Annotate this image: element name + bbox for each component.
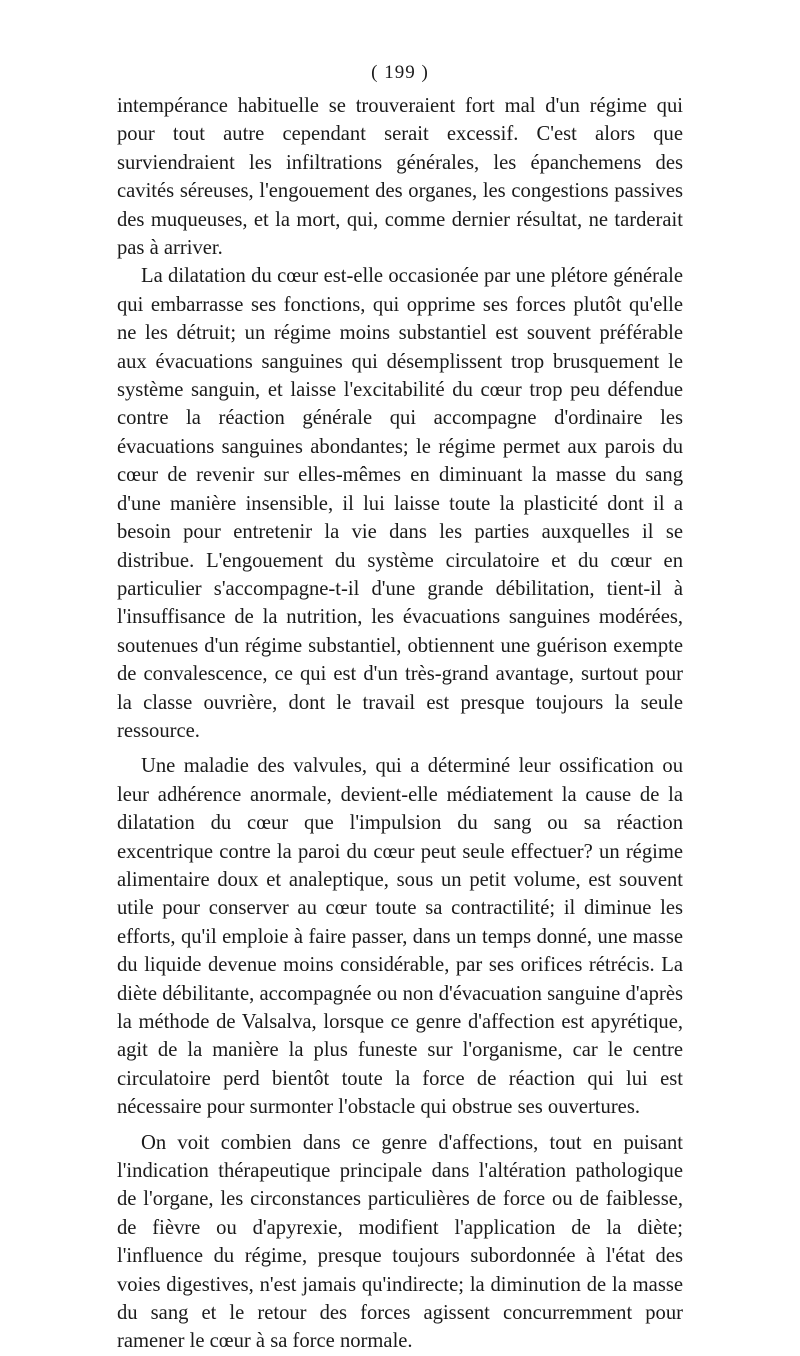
paragraph-3: Une maladie des valvules, qui a déterminé leur ossification ou leur adhérence anormale, devient-elle médiatement la cause de la dilatation du cœur que l'impulsion du sang ou sa réaction excentrique contre la paroi du cœur peut seule effectuer? un régime alimentaire doux et analeptique, sous un petit volume, est souvent utile pour conserver au cœur toute sa contractilité; il diminue les efforts, qu'il emploie à faire passer, dans un temps donné, une masse du liquide devenue moins considérable, par ses orifices rétrécis. La diète débilitante, accompagnée ou non d'évacuation sanguine d'après la méthode de Valsalva, lorsque ce genre d'affection est apyrétique, agit de la manière la plus funeste sur l'organisme, car le centre circulatoire perd bientôt toute la force de réaction qui lui est nécessaire pour surmonter l'obstacle qui obstrue ses ouvertures. bbox=[117, 755, 683, 1119]
paragraph-4: On voit combien dans ce genre d'affections, tout en puisant l'indication thérapeutique principale dans l'altération pathologique de l'organe, les circonstances particulières de force ou de faiblesse, de fièvre ou d'apyrexie, modifient l'application de la diète; l'influence du régime, presque toujours subordonnée à l'état des voies digestives, n'est jamais qu'indirecte; la diminution de la masse du sang et le retour des forces agissent concurremment pour ramener le cœur à sa force normale. bbox=[117, 1131, 683, 1353]
paragraph-1: intempérance habituelle se trouveraient fort mal d'un régime qui pour tout autre cependant serait excessif. C'est alors que surviendraient les infiltrations générales, les épanchemens des cavités séreuses, l'engouement des organes, les congestions passives des muqueuses, et la mort, qui, comme dernier résultat, ne tarderait pas à arriver. bbox=[117, 95, 683, 260]
paragraph-2: La dilatation du cœur est-elle occasionée par une plétore générale qui embarrasse ses fonctions, qui opprime ses forces plutôt qu'elle ne les détruit; un régime moins substantiel est souvent préférable aux évacuations sanguines qui désemplissent trop brusquement le système sanguin, et laisse l'excitabilité du cœur trop peu défendue contre la réaction générale qui accompagne d'ordinaire les évacuations sanguines abondantes; le régime permet aux parois du cœur de revenir sur elles-mêmes en diminuant la masse du sang d'une manière insensible, il lui laisse toute la plasticité dont il a besoin pour entretenir la vie dans les parties auxquelles il se distribue. L'engouement du système circulatoire et du cœur en particulier s'accompagne-t-il d'une grande débilitation, tient-il à l'insuffisance de la nutrition, les évacuations sanguines modérées, soutenues d'un régime substantiel, obtiennent une guérison exempte de convalescence, ce qui est d'un très-grand avantage, surtout pour la classe ouvrière, dont le travail est presque toujours la seule ressource. bbox=[117, 265, 683, 742]
body-text bbox=[117, 92, 683, 1356]
page-number: ( 199 ) bbox=[371, 62, 429, 83]
